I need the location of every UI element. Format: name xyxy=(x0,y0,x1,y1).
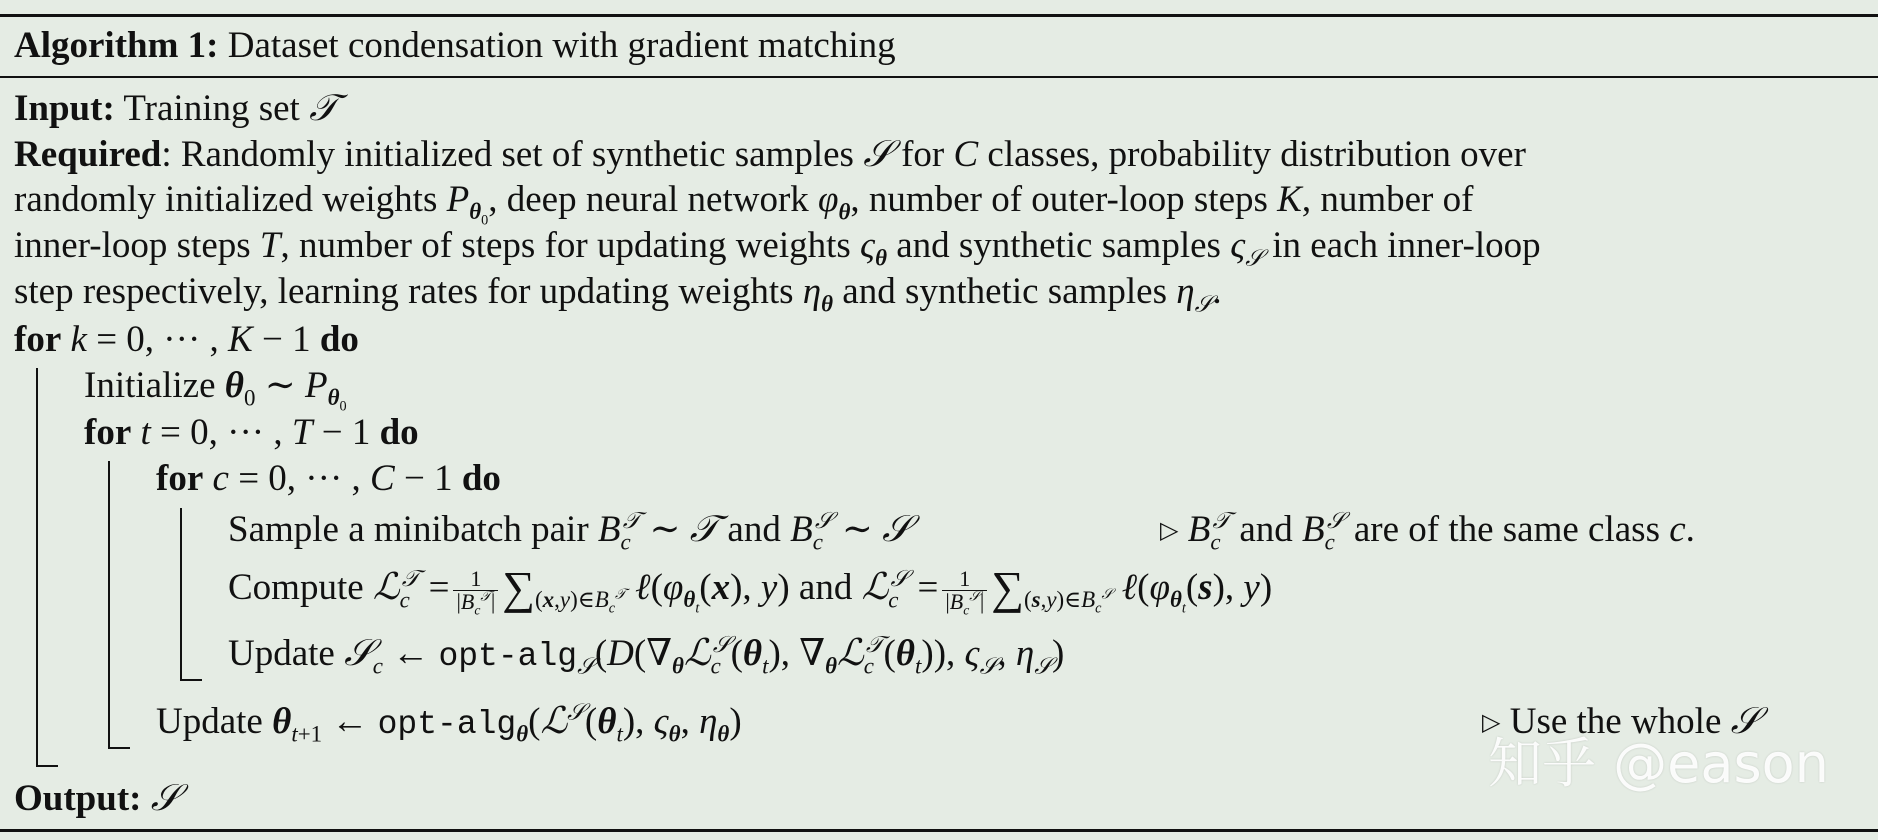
block-foot-k xyxy=(36,765,58,767)
update-s-line: Update 𝒮$_c$ ← opt-$alg_𝒮(D(\nabla_\theta ℒ_c^𝒮(\theta_t)$, $\nabla_\theta ℒ_c^𝒯(\theta_t)$), $\varsigma_𝒮$, $\eta_𝒮$) xyxy=(228,631,1065,679)
update-theta-comment: ▷ Use the whole 𝒮 xyxy=(1482,701,1760,742)
zhihu-watermark: 知乎 @eason xyxy=(1488,732,1829,795)
sample-comment: ▷ $B_c^𝒯$ and $B_c^𝒮$ are of the same class c. xyxy=(1160,507,1695,555)
algorithm-label: Algorithm 1: xyxy=(14,25,219,66)
required-line-3: inner-loop steps T, number of steps for updating weights $\varsigma_\theta$ and synthetic samples $\varsigma_𝒮$ in each inner-loop xyxy=(14,225,1541,271)
update-theta-line: Update $\theta_{t+1}$ ← opt-$alg_\theta(ℒ^𝒮(\theta_t)$, $\varsigma_\theta$, $\eta_\theta$) xyxy=(156,699,742,747)
output-label: Output: xyxy=(14,778,142,819)
block-bar-c xyxy=(180,508,182,680)
initialize-line: Initialize $\theta_0$ ∼ $P_{\theta_0}$ xyxy=(84,365,347,415)
required-line-4: step respectively, learning rates for updating weights $\eta_\theta$ and synthetic samples $\eta_𝒮$. xyxy=(14,271,1222,317)
block-foot-t xyxy=(108,747,130,749)
required-line-2: randomly initialized weights $P_{\theta_0}$, deep neural network $\varphi_\theta$, number of outer-loop steps K, number of xyxy=(14,179,1474,229)
block-foot-c xyxy=(180,679,202,681)
for-t-line: for t = 0, ··· , T − 1 do xyxy=(84,412,419,453)
bottom-rule xyxy=(0,829,1878,832)
output-line xyxy=(14,777,179,821)
required-line-1: Required: Randomly initialized set of synthetic samples 𝒮 for C classes, probability distribution over xyxy=(14,134,1526,175)
title-rule xyxy=(0,76,1878,78)
input-label: Input: xyxy=(14,88,115,129)
sample-line: Sample a minibatch pair $B_c^𝒯$ ∼ 𝒯 and $B_c^𝒮$ ∼ 𝒮 xyxy=(228,507,911,555)
comment-triangle-icon: ▷ xyxy=(1160,516,1179,544)
input-text: Training set xyxy=(123,88,300,129)
block-bar-t xyxy=(108,461,110,748)
for-c-line: for c = 0, ··· , C − 1 do xyxy=(156,458,501,499)
algorithm-title xyxy=(14,24,896,68)
training-set-symbol: 𝒯 xyxy=(309,88,338,129)
input-line xyxy=(14,87,337,131)
algorithm-title-text: Dataset condensation with gradient matching xyxy=(227,25,896,66)
top-rule xyxy=(0,14,1878,17)
required-label: Required xyxy=(14,134,162,175)
comment-triangle-icon: ▷ xyxy=(1482,708,1501,736)
output-symbol: 𝒮 xyxy=(150,778,180,819)
block-bar-k xyxy=(36,368,38,766)
compute-line: Compute ℒ$_c^𝒯$ = $\frac{1}{|B_c^𝒯|}$ $\sum_{(x,y)\in B_c^𝒯}$ $\ell(\varphi_{\theta_t}(x)$, y) and ℒ$_c^𝒮$ = $\frac{1}{|B_c^𝒮|}$ $\sum_{(s,y)\in B_c^𝒮}$ $\ell(\varphi_{\theta_t}(s)$, y) xyxy=(228,562,1273,618)
for-k-line: for k = 0, ··· , K − 1 do xyxy=(14,319,359,360)
